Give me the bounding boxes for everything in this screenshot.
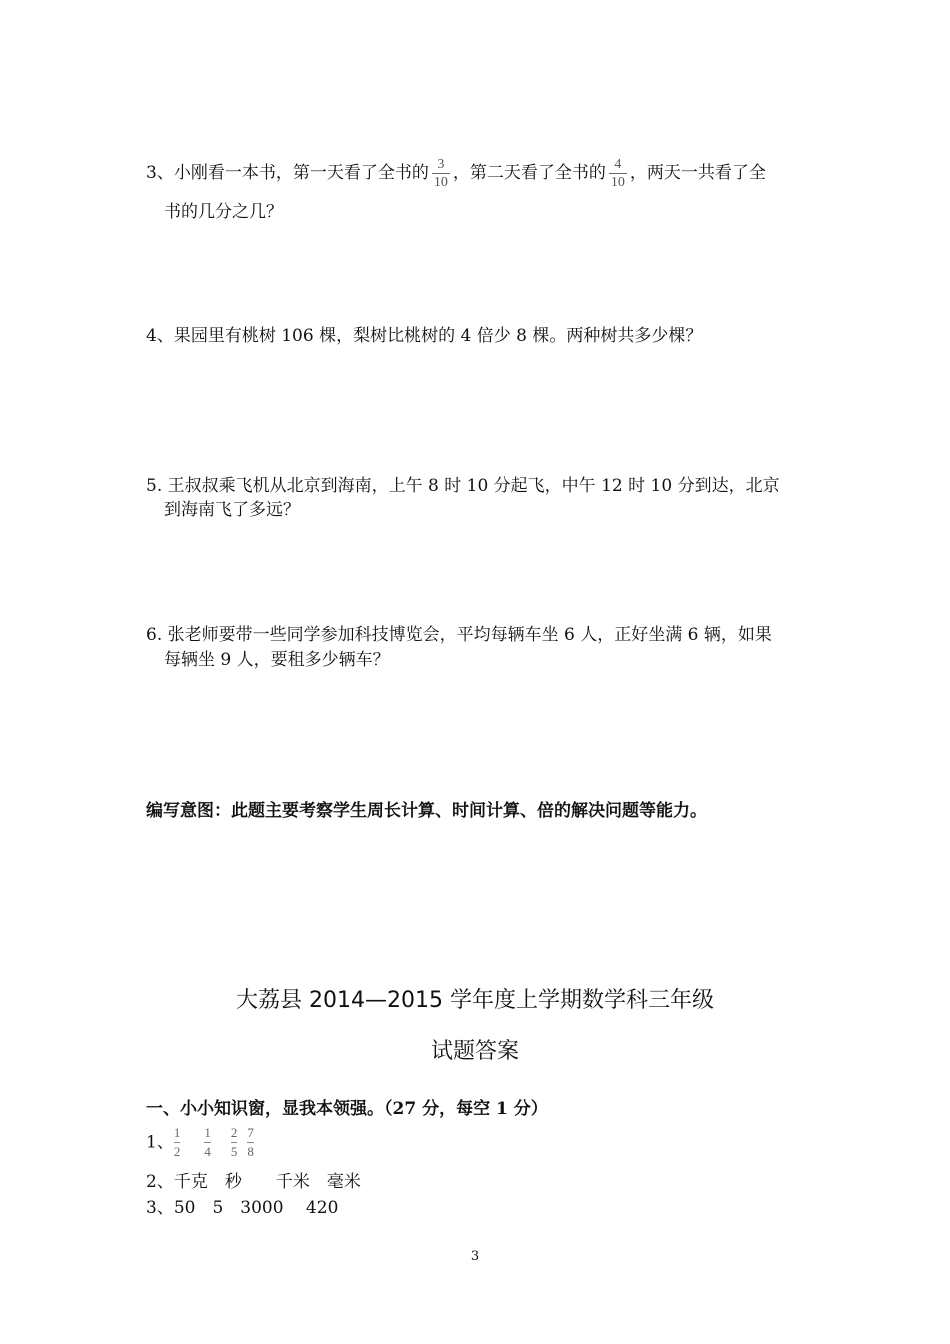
answer-3: 3、50 5 3000 420 — [146, 1198, 339, 1218]
intent-note: 编写意图：此题主要考察学生周长计算、时间计算、倍的解决问题等能力。 — [146, 801, 707, 821]
answer-fraction: $\frac{1}{4}$ — [204, 1125, 211, 1159]
answer-fraction: $\frac{7}{8}$ — [247, 1125, 254, 1159]
problem-3-text-a: 3、小刚看一本书，第一天看了全书的 — [146, 163, 429, 183]
answer-title: 大荔县 2014—2015 学年度上学期数学科三年级 — [236, 988, 714, 1013]
fraction-3-10: $\frac{3}{10}$ — [433, 157, 448, 190]
problem-3-line2: 书的几分之几？ — [164, 202, 283, 222]
problem-3-text-c: ，两天一共看了全 — [629, 163, 766, 183]
problem-5-line2: 到海南飞了多远？ — [164, 500, 300, 520]
answer-2: 2、千克 秒 千米 毫米 — [146, 1172, 361, 1192]
page-number: 3 — [470, 1249, 480, 1264]
fraction-4-10: $\frac{4}{10}$ — [610, 157, 625, 190]
answer-fraction: $\frac{1}{2}$ — [173, 1125, 181, 1159]
problem-4: 4、果园里有桃树 106 棵，梨树比桃树的 4 倍少 8 棵。两种树共多少棵？ — [146, 326, 703, 346]
answer-subtitle: 试题答案 — [430, 1039, 519, 1064]
problem-6-line1: 6. 张老师要带一些同学参加科技博览会，平均每辆车坐 6 人，正好坐满 6 辆，如果 — [146, 625, 772, 645]
problem-3-text-b: ，第二天看了全书的 — [452, 163, 606, 183]
problem-5-line1: 5. 王叔叔乘飞机从北京到海南，上午 8 时 10 分起飞，中午 12 时 10 分到达，北京 — [146, 476, 780, 496]
problem-3 — [146, 156, 766, 191]
answer-1-prefix: 1、 — [146, 1132, 174, 1153]
answer-fraction: $\frac{2}{5}$ — [230, 1125, 238, 1159]
problem-6-line2: 每辆坐 9 人，要租多少辆车？ — [164, 650, 390, 670]
answer-1 — [146, 1124, 266, 1161]
section-1-heading: 一、小小知识窗，显我本领强。（27 分，每空 1 分） — [146, 1099, 548, 1119]
